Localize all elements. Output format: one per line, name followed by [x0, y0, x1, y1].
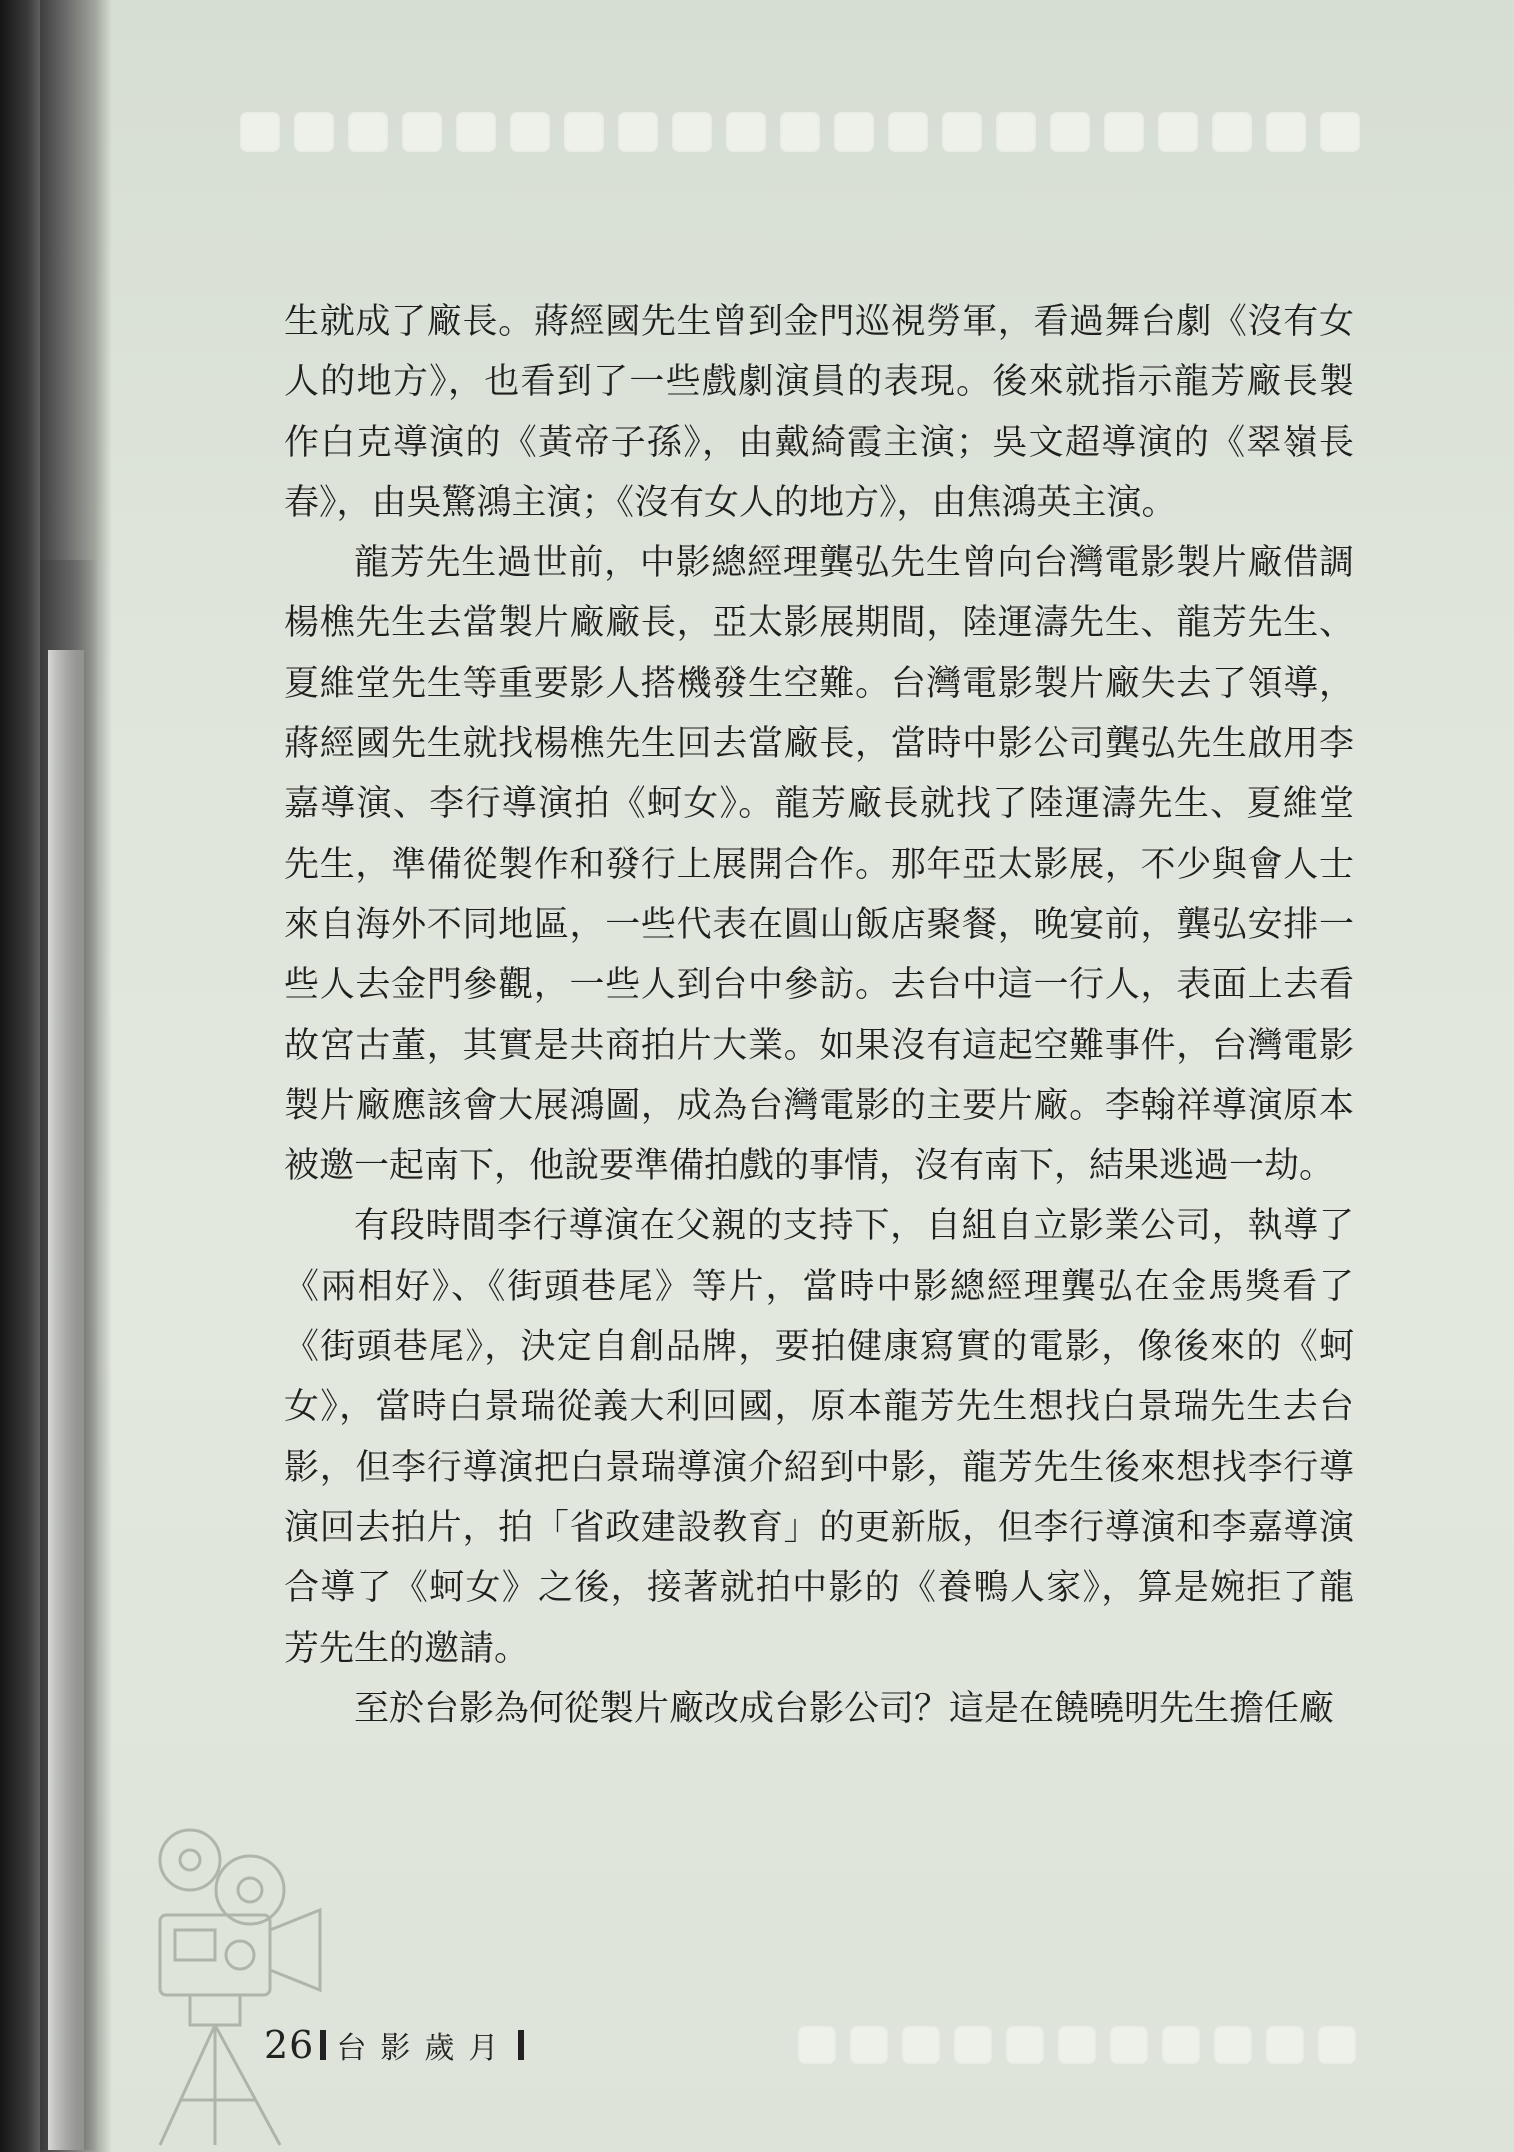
text-line: 故宮古董，其實是共商拍片大業。如果沒有這起空難事件，台灣電影 — [284, 1025, 1354, 1066]
footer-divider — [320, 2030, 326, 2060]
film-sprocket-hole — [902, 2026, 940, 2064]
film-strip-bottom-decoration — [798, 2026, 1356, 2064]
text-line: 龍芳先生過世前，中影總經理龔弘先生曾向台灣電影製片廠借調 — [354, 543, 1354, 584]
film-sprocket-hole — [1050, 112, 1090, 152]
text-line: 些人去金門參觀，一些人到台中參訪。去台中這一行人，表面上去看 — [284, 965, 1354, 1006]
text-line: 被邀一起南下，他說要準備拍戲的事情，沒有南下，結果逃過一劫。 — [284, 1146, 1335, 1187]
text-line: 有段時間李行導演在父親的支持下，自組自立影業公司，執導了 — [354, 1206, 1354, 1247]
text-line: 製片廠應該會大展鴻圖，成為台灣電影的主要片廠。李翰祥導演原本 — [284, 1085, 1354, 1126]
film-sprocket-hole — [672, 112, 712, 152]
film-sprocket-hole — [1110, 2026, 1148, 2064]
text-line: 楊樵先生去當製片廠廠長，亞太影展期間，陸運濤先生、龍芳先生、 — [284, 603, 1354, 644]
text-line: 芳先生的邀請。 — [284, 1628, 530, 1669]
text-line: 人的地方》，也看到了一些戲劇演員的表現。後來就指示龍芳廠長製 — [284, 362, 1354, 403]
text-line: 演回去拍片，拍「省政建設教育」的更新版，但李行導演和李嘉導演 — [284, 1507, 1354, 1548]
footer-divider-end — [518, 2030, 524, 2060]
film-sprocket-hole — [1266, 112, 1306, 152]
page-footer — [264, 2020, 534, 2070]
page-number: 26 — [264, 2023, 315, 2067]
body-text — [284, 292, 1354, 1739]
film-sprocket-hole — [510, 112, 550, 152]
text-line: 先生，準備從製作和發行上展開合作。那年亞太影展，不少與會人士 — [284, 844, 1354, 885]
film-sprocket-hole — [726, 112, 766, 152]
film-strip-top-decoration — [240, 112, 1360, 152]
film-sprocket-hole — [1162, 2026, 1200, 2064]
text-line: 《街頭巷尾》，決定自創品牌，要拍健康寫實的電影，像後來的《蚵 — [284, 1327, 1354, 1368]
film-sprocket-hole — [834, 112, 874, 152]
film-sprocket-hole — [798, 2026, 836, 2064]
film-camera-icon — [130, 1820, 330, 2150]
film-sprocket-hole — [1320, 112, 1360, 152]
film-sprocket-hole — [1006, 2026, 1044, 2064]
film-sprocket-hole — [1104, 112, 1144, 152]
film-sprocket-hole — [456, 112, 496, 152]
film-sprocket-hole — [1058, 2026, 1096, 2064]
running-title: 台影歲月 — [336, 2031, 513, 2066]
film-sprocket-hole — [850, 2026, 888, 2064]
film-sprocket-hole — [294, 112, 334, 152]
film-sprocket-hole — [402, 112, 442, 152]
film-sprocket-hole — [954, 2026, 992, 2064]
text-line: 影，但李行導演把白景瑞導演介紹到中影，龍芳先生後來想找李行導 — [284, 1447, 1354, 1488]
film-sprocket-hole — [1158, 112, 1198, 152]
film-sprocket-hole — [780, 112, 820, 152]
text-line: 來自海外不同地區，一些代表在圓山飯店聚餐，晚宴前，龔弘安排一 — [284, 904, 1354, 945]
page-edge-highlight — [48, 650, 84, 2150]
book-spine — [0, 0, 40, 2152]
film-sprocket-hole — [942, 112, 982, 152]
text-line: 生就成了廠長。蔣經國先生曾到金門巡視勞軍，看過舞台劇《沒有女 — [284, 302, 1354, 342]
film-sprocket-hole — [618, 112, 658, 152]
text-line: 合導了《蚵女》之後，接著就拍中影的《養鴨人家》，算是婉拒了龍 — [284, 1568, 1354, 1609]
text-line: 女》，當時白景瑞從義大利回國，原本龍芳先生想找白景瑞先生去台 — [284, 1387, 1354, 1428]
text-line: 作白克導演的《黃帝子孫》，由戴綺霞主演；吳文超導演的《翠嶺長 — [284, 422, 1354, 463]
text-line: 《兩相好》、《街頭巷尾》等片，當時中影總經理龔弘在金馬獎看了 — [284, 1266, 1354, 1307]
text-line: 夏維堂先生等重要影人搭機發生空難。台灣電影製片廠失去了領導， — [284, 663, 1354, 704]
text-line: 嘉導演、李行導演拍《蚵女》。龍芳廠長就找了陸運濤先生、夏維堂 — [284, 784, 1354, 825]
film-sprocket-hole — [888, 112, 928, 152]
film-sprocket-hole — [1212, 112, 1252, 152]
text-line: 春》，由吳驚鴻主演；《沒有女人的地方》，由焦鴻英主演。 — [284, 482, 1177, 523]
text-line: 至於台影為何從製片廠改成台影公司？這是在饒曉明先生擔任廠 — [354, 1688, 1335, 1729]
text-line: 蔣經國先生就找楊樵先生回去當廠長，當時中影公司龔弘先生啟用李 — [284, 724, 1354, 765]
film-sprocket-hole — [564, 112, 604, 152]
film-sprocket-hole — [1318, 2026, 1356, 2064]
film-sprocket-hole — [240, 112, 280, 152]
film-sprocket-hole — [996, 112, 1036, 152]
film-sprocket-hole — [1266, 2026, 1304, 2064]
film-sprocket-hole — [1214, 2026, 1252, 2064]
film-sprocket-hole — [348, 112, 388, 152]
